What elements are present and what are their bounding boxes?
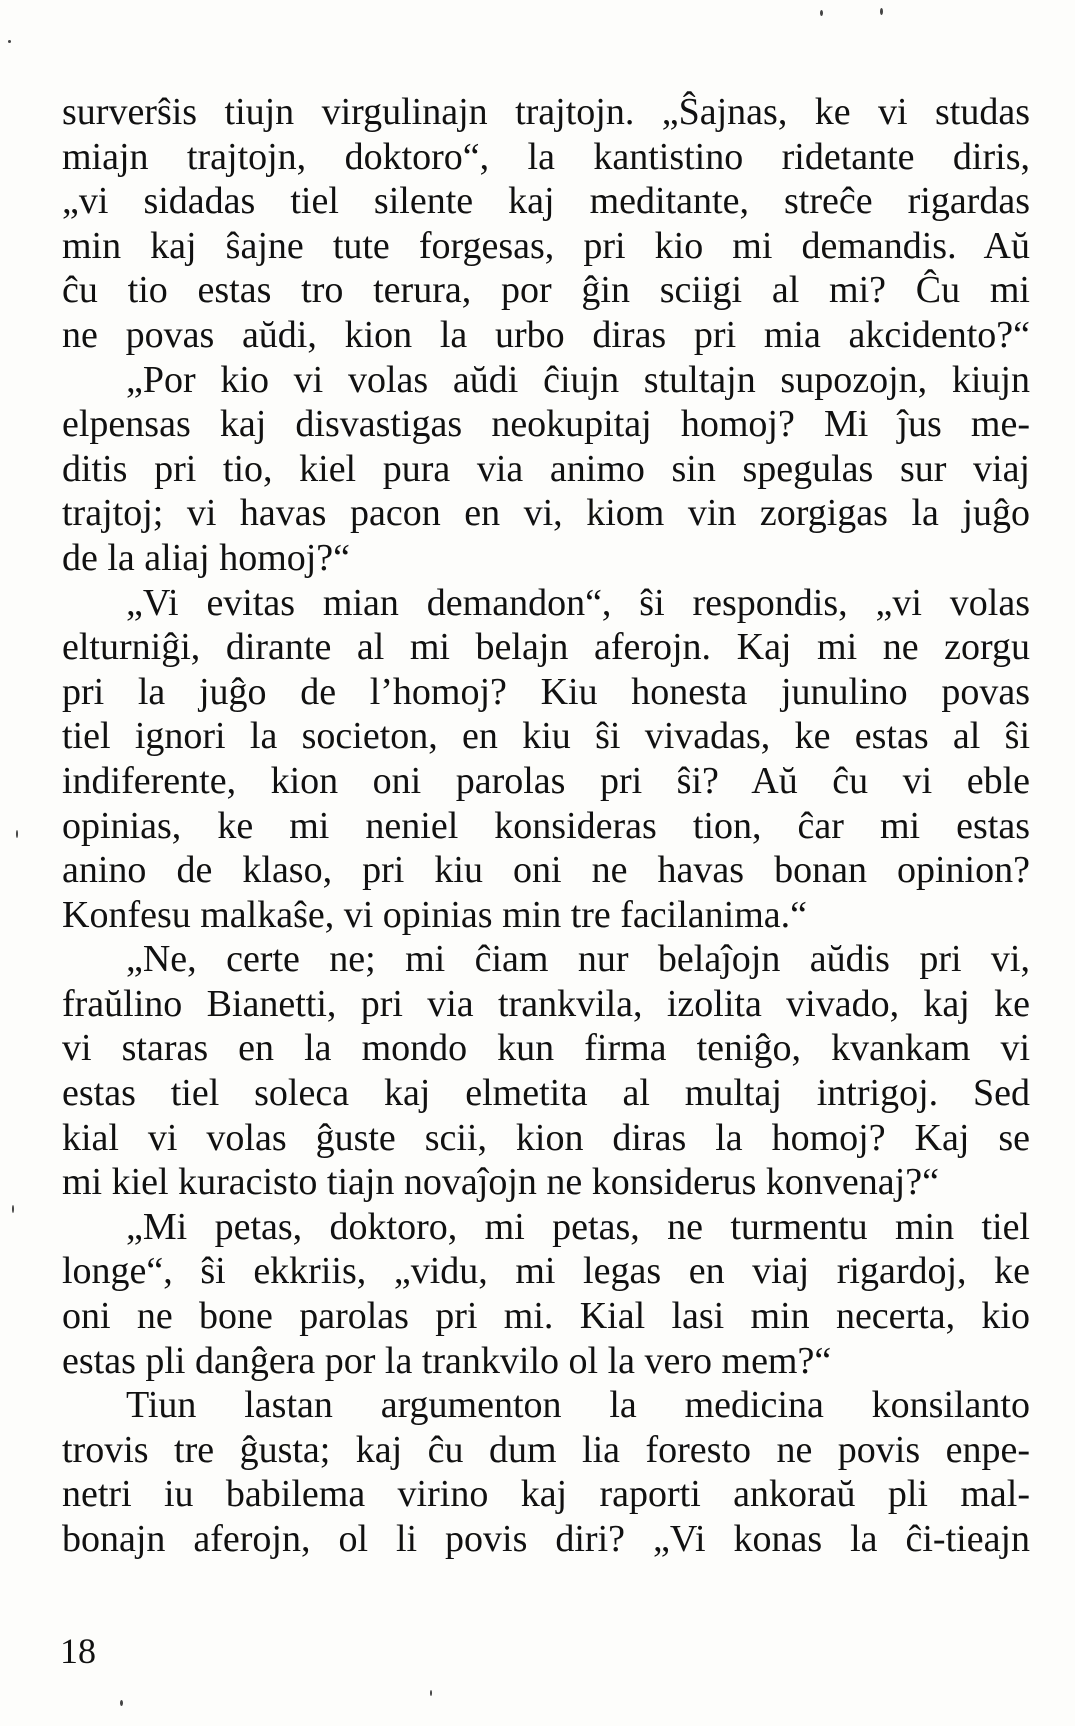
scan-speck: [12, 1205, 14, 1213]
text-line-23: estas tiel soleca kaj elmetita al multaj intrigoj. Sed: [62, 1072, 1030, 1115]
text-line-5: ĉu tio estas tro terura, por ĝin sciigi al mi? Ĉu mi: [62, 269, 1030, 312]
text-line-10: trajtoj; vi havas pacon en vi, kiom vin zorgigas la juĝo: [62, 492, 1030, 535]
text-line-4: min kaj ŝajne tute forgesas, pri kio mi demandis. Aŭ: [62, 224, 1030, 267]
scan-speck: [880, 8, 883, 15]
text-line-3: „vi sidadas tiel silente kaj meditante, streĉe rigardas: [62, 180, 1030, 223]
text-line-7: „Por kio vi volas aŭdi ĉiujn stultajn supozojn, kiujn: [126, 358, 1030, 401]
text-line-6: ne povas aŭdi, kion la urbo diras pri mia akcidento?“: [62, 313, 1030, 356]
text-line-17: opinias, ke mi neniel konsideras tion, ĉar mi estas: [62, 804, 1030, 847]
text-line-25: mi kiel kuracisto tiajn novaĵojn ne konsiderus konvenaj?“: [62, 1161, 939, 1204]
text-line-21: fraŭlino Bianetti, pri via trankvila, izolita vivado, kaj ke: [62, 982, 1030, 1025]
text-line-32: netri iu babilema virino kaj raporti ankoraŭ pli mal-: [62, 1473, 1030, 1516]
text-line-16: indiferente, kion oni parolas pri ŝi? Aŭ ĉu vi eble: [62, 759, 1030, 802]
text-line-28: oni ne bone parolas pri mi. Kial lasi min necerta, kio: [62, 1295, 1030, 1338]
text-line-11: de la aliaj homoj?“: [62, 536, 351, 579]
text-line-24: kial vi volas ĝuste scii, kion diras la homoj? Kaj se: [62, 1116, 1030, 1159]
text-line-30: Tiun lastan argumenton la medicina konsilanto: [126, 1384, 1030, 1427]
text-line-14: pri la juĝo de l’homoj? Kiu honesta junulino povas: [62, 670, 1030, 713]
text-line-18: anino de klaso, pri kiu oni ne havas bonan opinion?: [62, 849, 1030, 892]
text-line-27: longe“, ŝi ekkriis, „vidu, mi legas en viaj rigardoj, ke: [62, 1250, 1030, 1293]
text-line-20: „Ne, certe ne; mi ĉiam nur belaĵojn aŭdis pri vi,: [126, 938, 1030, 981]
text-line-13: elturniĝi, dirante al mi belajn aferojn. Kaj mi ne zorgu: [62, 626, 1030, 669]
text-line-12: „Vi evitas mian demandon“, ŝi respondis, „vi volas: [126, 581, 1030, 624]
page-number: 18: [60, 1631, 96, 1671]
text-line-2: miajn trajtojn, doktoro“, la kantistino ridetante diris,: [62, 135, 1030, 178]
text-line-19: Konfesu malkaŝe, vi opinias min tre facilanima.“: [62, 893, 807, 936]
scan-speck: [8, 40, 11, 43]
scan-speck: [820, 10, 823, 16]
scan-speck: [430, 1690, 432, 1696]
scan-speck: [16, 830, 18, 838]
body-text: [62, 90, 1030, 1562]
text-line-31: trovis tre ĝusta; kaj ĉu dum lia foresto ne povis enpe-: [62, 1428, 1030, 1471]
text-line-15: tiel ignori la societon, en kiu ŝi vivadas, ke estas al ŝi: [62, 715, 1030, 758]
text-line-22: vi staras en la mondo kun firma teniĝo, kvankam vi: [62, 1027, 1030, 1070]
text-line-26: „Mi petas, doktoro, mi petas, ne turmentu min tiel: [126, 1205, 1030, 1248]
text-line-8: elpensas kaj disvastigas neokupitaj homoj? Mi ĵus me-: [62, 403, 1030, 446]
text-line-29: estas pli danĝera por la trankvilo ol la vero mem?“: [62, 1339, 832, 1382]
text-line-33: bonajn aferojn, ol li povis diri? „Vi konas la ĉi-tieajn: [62, 1518, 1030, 1560]
text-line-9: ditis pri tio, kiel pura via animo sin spegulas sur viaj: [62, 447, 1030, 490]
scan-speck: [120, 1700, 123, 1706]
text-line-1: surverŝis tiujn virgulinajn trajtojn. „Ŝajnas, ke vi studas: [62, 91, 1030, 133]
